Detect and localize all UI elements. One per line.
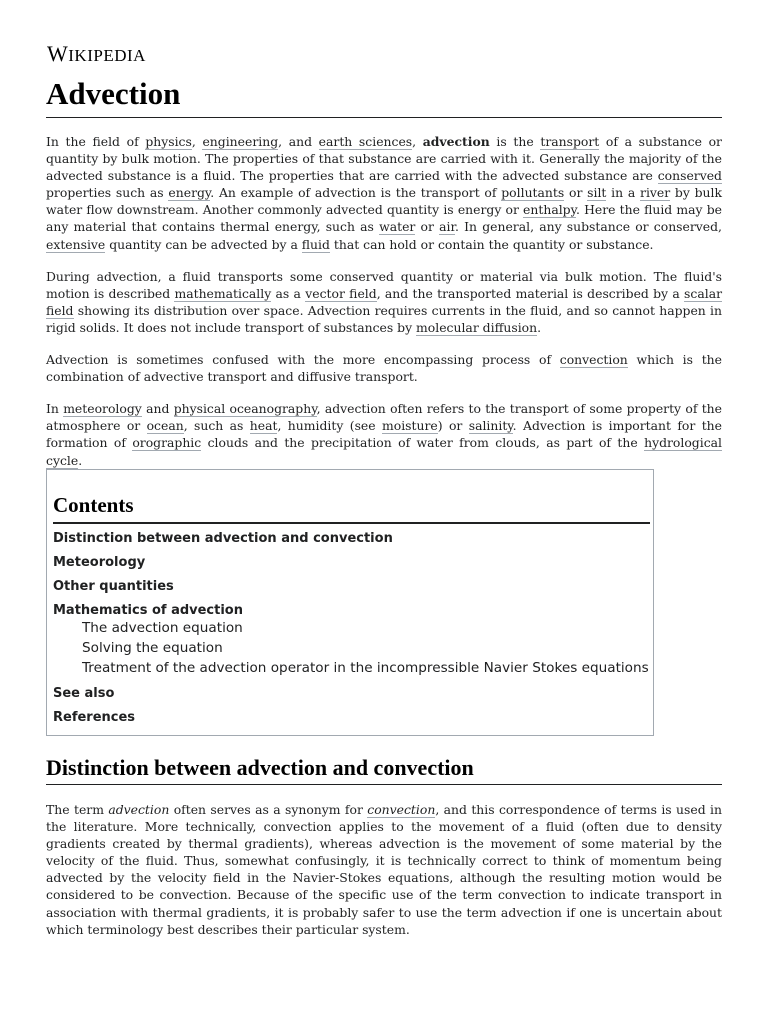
intro-paragraph (46, 400, 722, 468)
article-link[interactable]: conserved (657, 168, 722, 184)
article-link[interactable]: river (640, 185, 671, 201)
article-link[interactable]: water (379, 219, 416, 235)
text-run: , and this correspondence of terms is used in the literature. More technically, convection applies to the movement of a fluid (often due to density gradients created by thermal gradients), whereas advection is the movement of some material by the velocity of the fluid. Thus, somewhat confusingly, it is technically correct to think of momentum being advected by the velocity field in the Navier-Stokes equations, although the resulting motion would be considered to be convection. Because of the specific use of the term convection to indicate transport in association with thermal gradients, it is probably safer to use the term advection if one is uncertain about which terminology best describes their particular system. (46, 802, 722, 937)
article-link[interactable]: moisture (381, 418, 438, 434)
article-link[interactable]: physical oceanography (173, 401, 317, 417)
text-run: in a (606, 185, 641, 201)
text-run: In (46, 401, 64, 417)
text-run: is the (489, 134, 541, 149)
toc-item-other-quantities[interactable]: Other quantities (53, 579, 174, 594)
text-run: that can hold or contain the quantity or substance. (329, 236, 654, 252)
text-run: showing its distribution over space. Advection requires currents in the fluid, and so cannot happen in rigid solids. It does not include transport of substances by (46, 302, 722, 335)
text-run: ) or (437, 418, 469, 434)
text-run: , humidity (see (277, 418, 382, 434)
article-link[interactable]: meteorology (63, 401, 142, 417)
text-run: . An example of advection is the transport of (210, 185, 502, 201)
text-run: of a substance or quantity by bulk motion. The properties of that substance are carried with it. Generally the majority of the advected substance is a fluid. The properties that are carried with the advected substance are (46, 134, 722, 184)
text-run: often serves as a synonym for (169, 802, 368, 817)
text-run: or (415, 219, 440, 235)
wordmark-rest: IKIPEDIA (68, 46, 146, 65)
bold-term: advection (422, 134, 490, 149)
text-run: , and (278, 134, 319, 149)
article-link[interactable]: fluid (301, 236, 330, 252)
article-link[interactable]: salinity (468, 418, 513, 434)
article-link[interactable]: energy (168, 185, 211, 201)
article-link[interactable]: scalar field (46, 285, 723, 318)
text-run: , (191, 134, 203, 149)
italic-term: advection (108, 802, 170, 817)
article-link[interactable]: vector field (305, 285, 377, 301)
toc-divider (53, 522, 650, 524)
text-run: . Here the fluid may be any material that contains thermal energy, such as (46, 202, 722, 235)
toc-item-references[interactable]: References (53, 710, 136, 725)
section-paragraph (46, 801, 722, 938)
text-run: During advection, a fluid transports some conserved quantity or material via bulk motion. The fluid's motion is described (46, 268, 722, 301)
toc-subitem-solving-equation[interactable]: Solving the equation (82, 640, 223, 656)
text-run: In the field of (46, 134, 146, 149)
table-of-contents (46, 469, 654, 736)
article-link[interactable]: transport (540, 134, 600, 149)
article-link[interactable]: earth sciences (318, 134, 413, 149)
text-run: properties such as (46, 185, 169, 201)
article-link[interactable]: orographic (132, 435, 202, 451)
title-divider (46, 117, 722, 118)
text-run: as a (271, 285, 306, 301)
article-link[interactable]: silt (587, 185, 607, 201)
text-run: or (564, 185, 588, 201)
wordmark-initial: W (47, 41, 69, 66)
toc-subitem-navier-stokes[interactable]: Treatment of the advection operator in the incompressible Navier Stokes equations (82, 660, 649, 676)
text-run: Advection is sometimes confused with the more encompassing process of (46, 352, 560, 368)
article-link[interactable]: enthalpy (523, 202, 576, 218)
article-link[interactable]: air (439, 219, 456, 235)
article-link[interactable]: pollutants (501, 185, 565, 201)
article-link[interactable]: convection (559, 352, 628, 368)
article-link[interactable]: heat (249, 418, 278, 434)
text-run: , and the transported material is described by a (376, 285, 685, 301)
text-run: clouds and the precipitation of water from clouds, as part of the (201, 435, 645, 451)
toc-item-mathematics[interactable]: Mathematics of advection (53, 603, 243, 618)
intro-section (46, 133, 722, 484)
article-link[interactable]: physics (145, 134, 192, 149)
toc-item-distinction[interactable]: Distinction between advection and convection (53, 531, 393, 546)
text-run: quantity can be advected by a (105, 236, 302, 252)
text-run: which is the combination of advective transport and diffusive transport. (46, 352, 722, 385)
toc-item-see-also[interactable]: See also (53, 686, 115, 701)
text-run: , (412, 134, 423, 149)
text-run: , such as (183, 418, 250, 434)
text-run: , advection often refers to the transport of some property of the atmosphere or (46, 401, 722, 434)
article-link[interactable]: hydrological cycle (46, 435, 722, 468)
wikipedia-wordmark[interactable] (47, 41, 146, 67)
section-distinction (46, 801, 722, 953)
article-link[interactable]: mathematically (174, 285, 272, 301)
article-link[interactable]: convection (367, 802, 436, 817)
page-title: Advection (46, 76, 181, 111)
intro-paragraph (46, 351, 722, 385)
intro-paragraph (46, 268, 722, 336)
article-link[interactable]: extensive (46, 236, 106, 252)
text-run: The term (46, 802, 109, 817)
article-link[interactable]: molecular diffusion (416, 319, 538, 335)
toc-item-meteorology[interactable]: Meteorology (53, 555, 146, 570)
text-run: . (78, 452, 83, 468)
text-run: . In general, any substance or conserved, (455, 219, 722, 235)
text-run: . Advection is important for the formation of (46, 418, 722, 451)
article-link[interactable]: engineering (202, 134, 279, 149)
article-link[interactable]: ocean (146, 418, 184, 434)
text-run: . (537, 319, 542, 335)
toc-subitem-advection-equation[interactable]: The advection equation (82, 620, 243, 636)
section-divider (46, 784, 722, 785)
section-heading: Distinction between advection and convection (46, 755, 474, 780)
text-run: and (141, 401, 174, 417)
text-run: by bulk water flow downstream. Another commonly advected quantity is energy or (46, 185, 722, 218)
intro-paragraph (46, 133, 722, 253)
toc-title: Contents (53, 493, 134, 517)
